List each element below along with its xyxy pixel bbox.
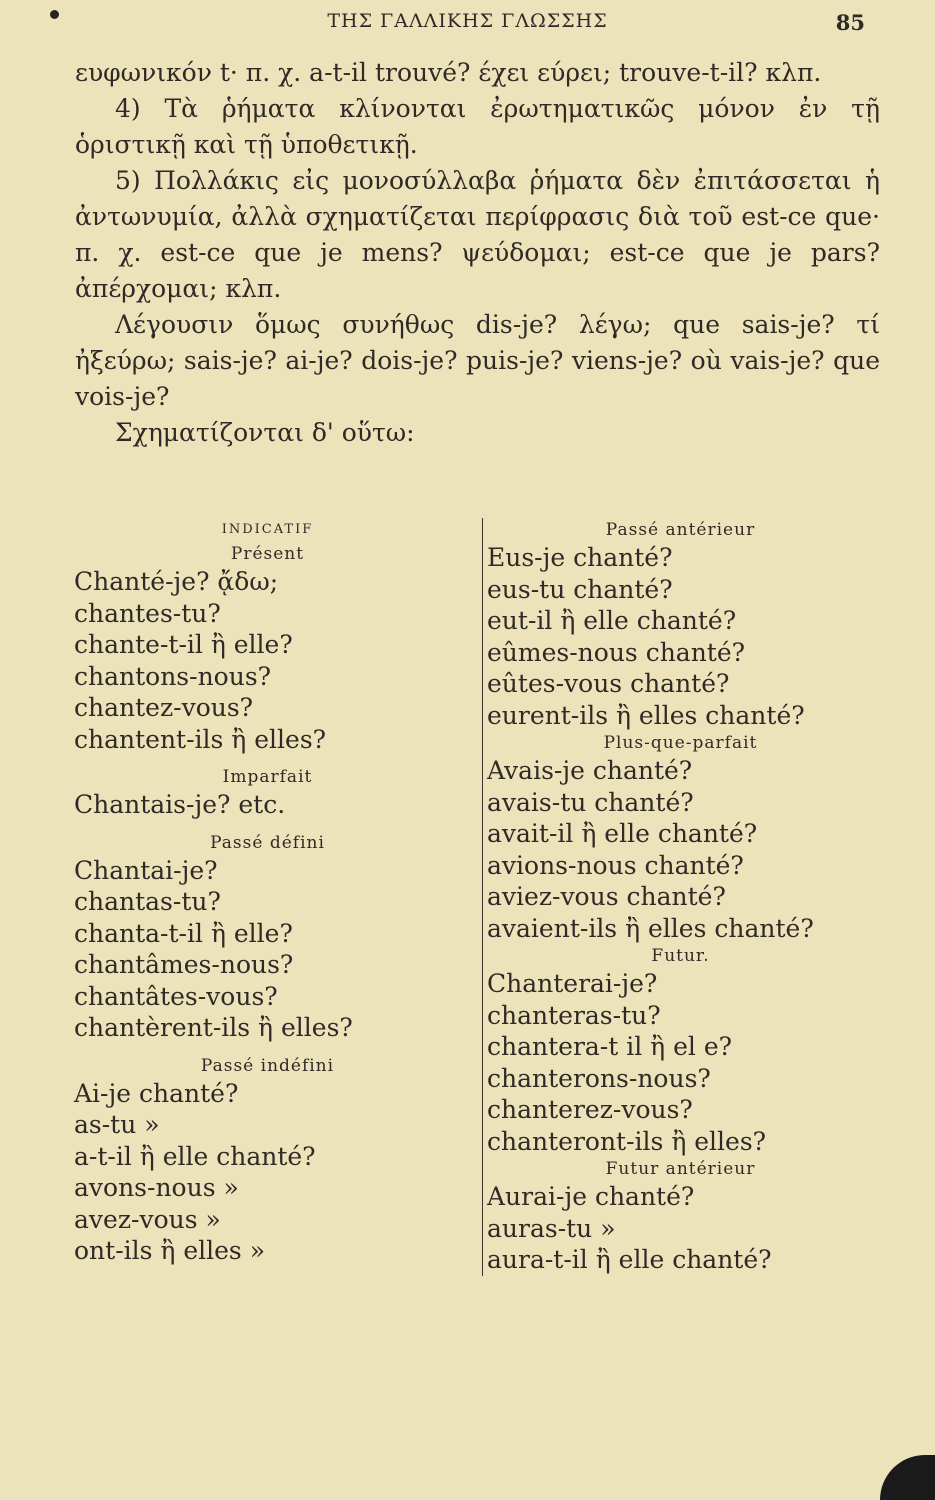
tense-heading: Plus-que-parfait bbox=[603, 733, 758, 753]
intro-text bbox=[75, 55, 880, 451]
tense-heading: Imparfait bbox=[222, 767, 313, 787]
conjugation-row: chantas-tu? bbox=[74, 887, 221, 916]
conjugation-row: avaient-ils ἢ elles chanté? bbox=[487, 913, 814, 943]
conjugation-row: a-t-il ἢ elle chanté? bbox=[74, 1141, 316, 1171]
conjugation-row: Chanterai-je? bbox=[487, 969, 658, 998]
conjugation-row: avions-nous chanté? bbox=[487, 850, 744, 880]
conjugation-row: avait-il ἢ elle chanté? bbox=[487, 819, 758, 848]
conjugation-row: auras-tu » bbox=[487, 1213, 616, 1243]
conjugation-row: Aurai-je chanté? bbox=[487, 1182, 695, 1211]
conjugation-row: chantent-ils ἢ elles? bbox=[74, 724, 327, 754]
conjugation-row: Chanté-je? ᾄδω; bbox=[74, 567, 279, 596]
conjugation-row: avons-nous » bbox=[74, 1173, 239, 1202]
page-number: 85 bbox=[835, 10, 865, 35]
conjugation-row: aura-t-il ἢ elle chanté? bbox=[487, 1245, 772, 1274]
conjugation-row: chanteront-ils ἢ elles? bbox=[487, 1126, 767, 1156]
conjugation-row: chanterons-nous? bbox=[487, 1063, 711, 1093]
conjugation-row: chantera-t il ἢ el e? bbox=[487, 1032, 733, 1061]
conjugation-right-column bbox=[482, 518, 878, 1276]
conjugation-row: aviez-vous chanté? bbox=[487, 882, 726, 911]
conjugation-row: chantons-nous? bbox=[74, 661, 272, 691]
conjugation-row: chanta-t-il ἢ elle? bbox=[74, 918, 293, 948]
conjugation-row: eûmes-nous chanté? bbox=[487, 637, 746, 667]
mood-heading: INDICATIF bbox=[221, 522, 314, 537]
conjugation-row: chanterez-vous? bbox=[487, 1095, 693, 1124]
corner-ink-smudge bbox=[880, 1455, 935, 1500]
conjugation-row: ont-ils ἢ elles » bbox=[74, 1236, 265, 1265]
conjugation-row: chante-t-il ἢ elle? bbox=[74, 630, 293, 659]
running-title: ΤΗΣ ΓΑΛΛΙΚΗΣ ΓΛΩΣΣΗΣ bbox=[327, 10, 608, 32]
tense-heading: Présent bbox=[230, 544, 305, 564]
conjugation-row: chanteras-tu? bbox=[487, 1000, 661, 1030]
conjugation-row: eûtes-vous chanté? bbox=[487, 669, 730, 698]
conjugation-row: Chantai-je? bbox=[74, 855, 218, 885]
conjugation-row: as-tu » bbox=[74, 1110, 160, 1139]
paragraph-4: 4) Τὰ ῥήματα κλίνονται ἐρωτηματικῶς μόνον ἐν τῇ ὁριστικῇ καὶ τῇ ὑποθετικῇ. bbox=[75, 94, 880, 159]
tense-heading: Passé défini bbox=[210, 832, 325, 853]
paragraph-7: Σχηματίζονται δ' οὕτω: bbox=[115, 418, 415, 447]
conjugation-left-column bbox=[70, 518, 465, 1267]
paragraph-5: 5) Πολλάκις εἰς μονοσύλλαβα ῥήματα δὲν ἐπιτάσσεται ἡ ἀντωνυμία, ἀλλὰ σχηματίζεται περίφρασις διὰ τοῦ est-ce que· π. χ. est-ce que je mens? ψεύδομαι; est-ce que je pars? ἀπέρχομαι; κλπ. bbox=[75, 166, 880, 303]
conjugation-row: avez-vous » bbox=[74, 1204, 221, 1234]
tense-heading: Passé antérieur bbox=[605, 520, 756, 540]
tense-heading: Futur antérieur bbox=[605, 1159, 756, 1179]
conjugation-row: Ai-je chanté? bbox=[74, 1078, 239, 1108]
page-header bbox=[0, 8, 935, 38]
conjugation-row: Chantais-je? etc. bbox=[74, 790, 286, 819]
tense-heading: Passé indéfini bbox=[200, 1055, 335, 1076]
conjugation-row: avais-tu chanté? bbox=[487, 787, 694, 817]
conjugation-row: chantes-tu? bbox=[74, 598, 221, 628]
conjugation-row: chantâtes-vous? bbox=[74, 981, 278, 1011]
conjugation-row: eurent-ils ἢ elles chanté? bbox=[487, 700, 805, 730]
intro-line: ευφωνικόν t· π. χ. a-t-il trouvé? έχει εύρει; trouve-t-il? κλπ. bbox=[75, 58, 822, 87]
conjugation-row: Avais-je chanté? bbox=[487, 756, 693, 785]
conjugation-row: eut-il ἢ elle chanté? bbox=[487, 606, 737, 635]
conjugation-row: chantez-vous? bbox=[74, 693, 254, 722]
conjugation-row: Eus-je chanté? bbox=[487, 543, 673, 572]
conjugation-row: eus-tu chanté? bbox=[487, 574, 673, 604]
conjugation-row: chantâmes-nous? bbox=[74, 950, 294, 979]
tense-heading: Futur. bbox=[651, 946, 710, 966]
paragraph-6: Λέγουσιν ὅμως συνήθως dis-je? λέγω; que sais-je? τί ἠξεύρω; sais-je? ai-je? dois-je? puis-je? viens-je? où vais-je? que vois-je? bbox=[75, 310, 880, 411]
conjugation-row: chantèrent-ils ἢ elles? bbox=[74, 1013, 353, 1042]
